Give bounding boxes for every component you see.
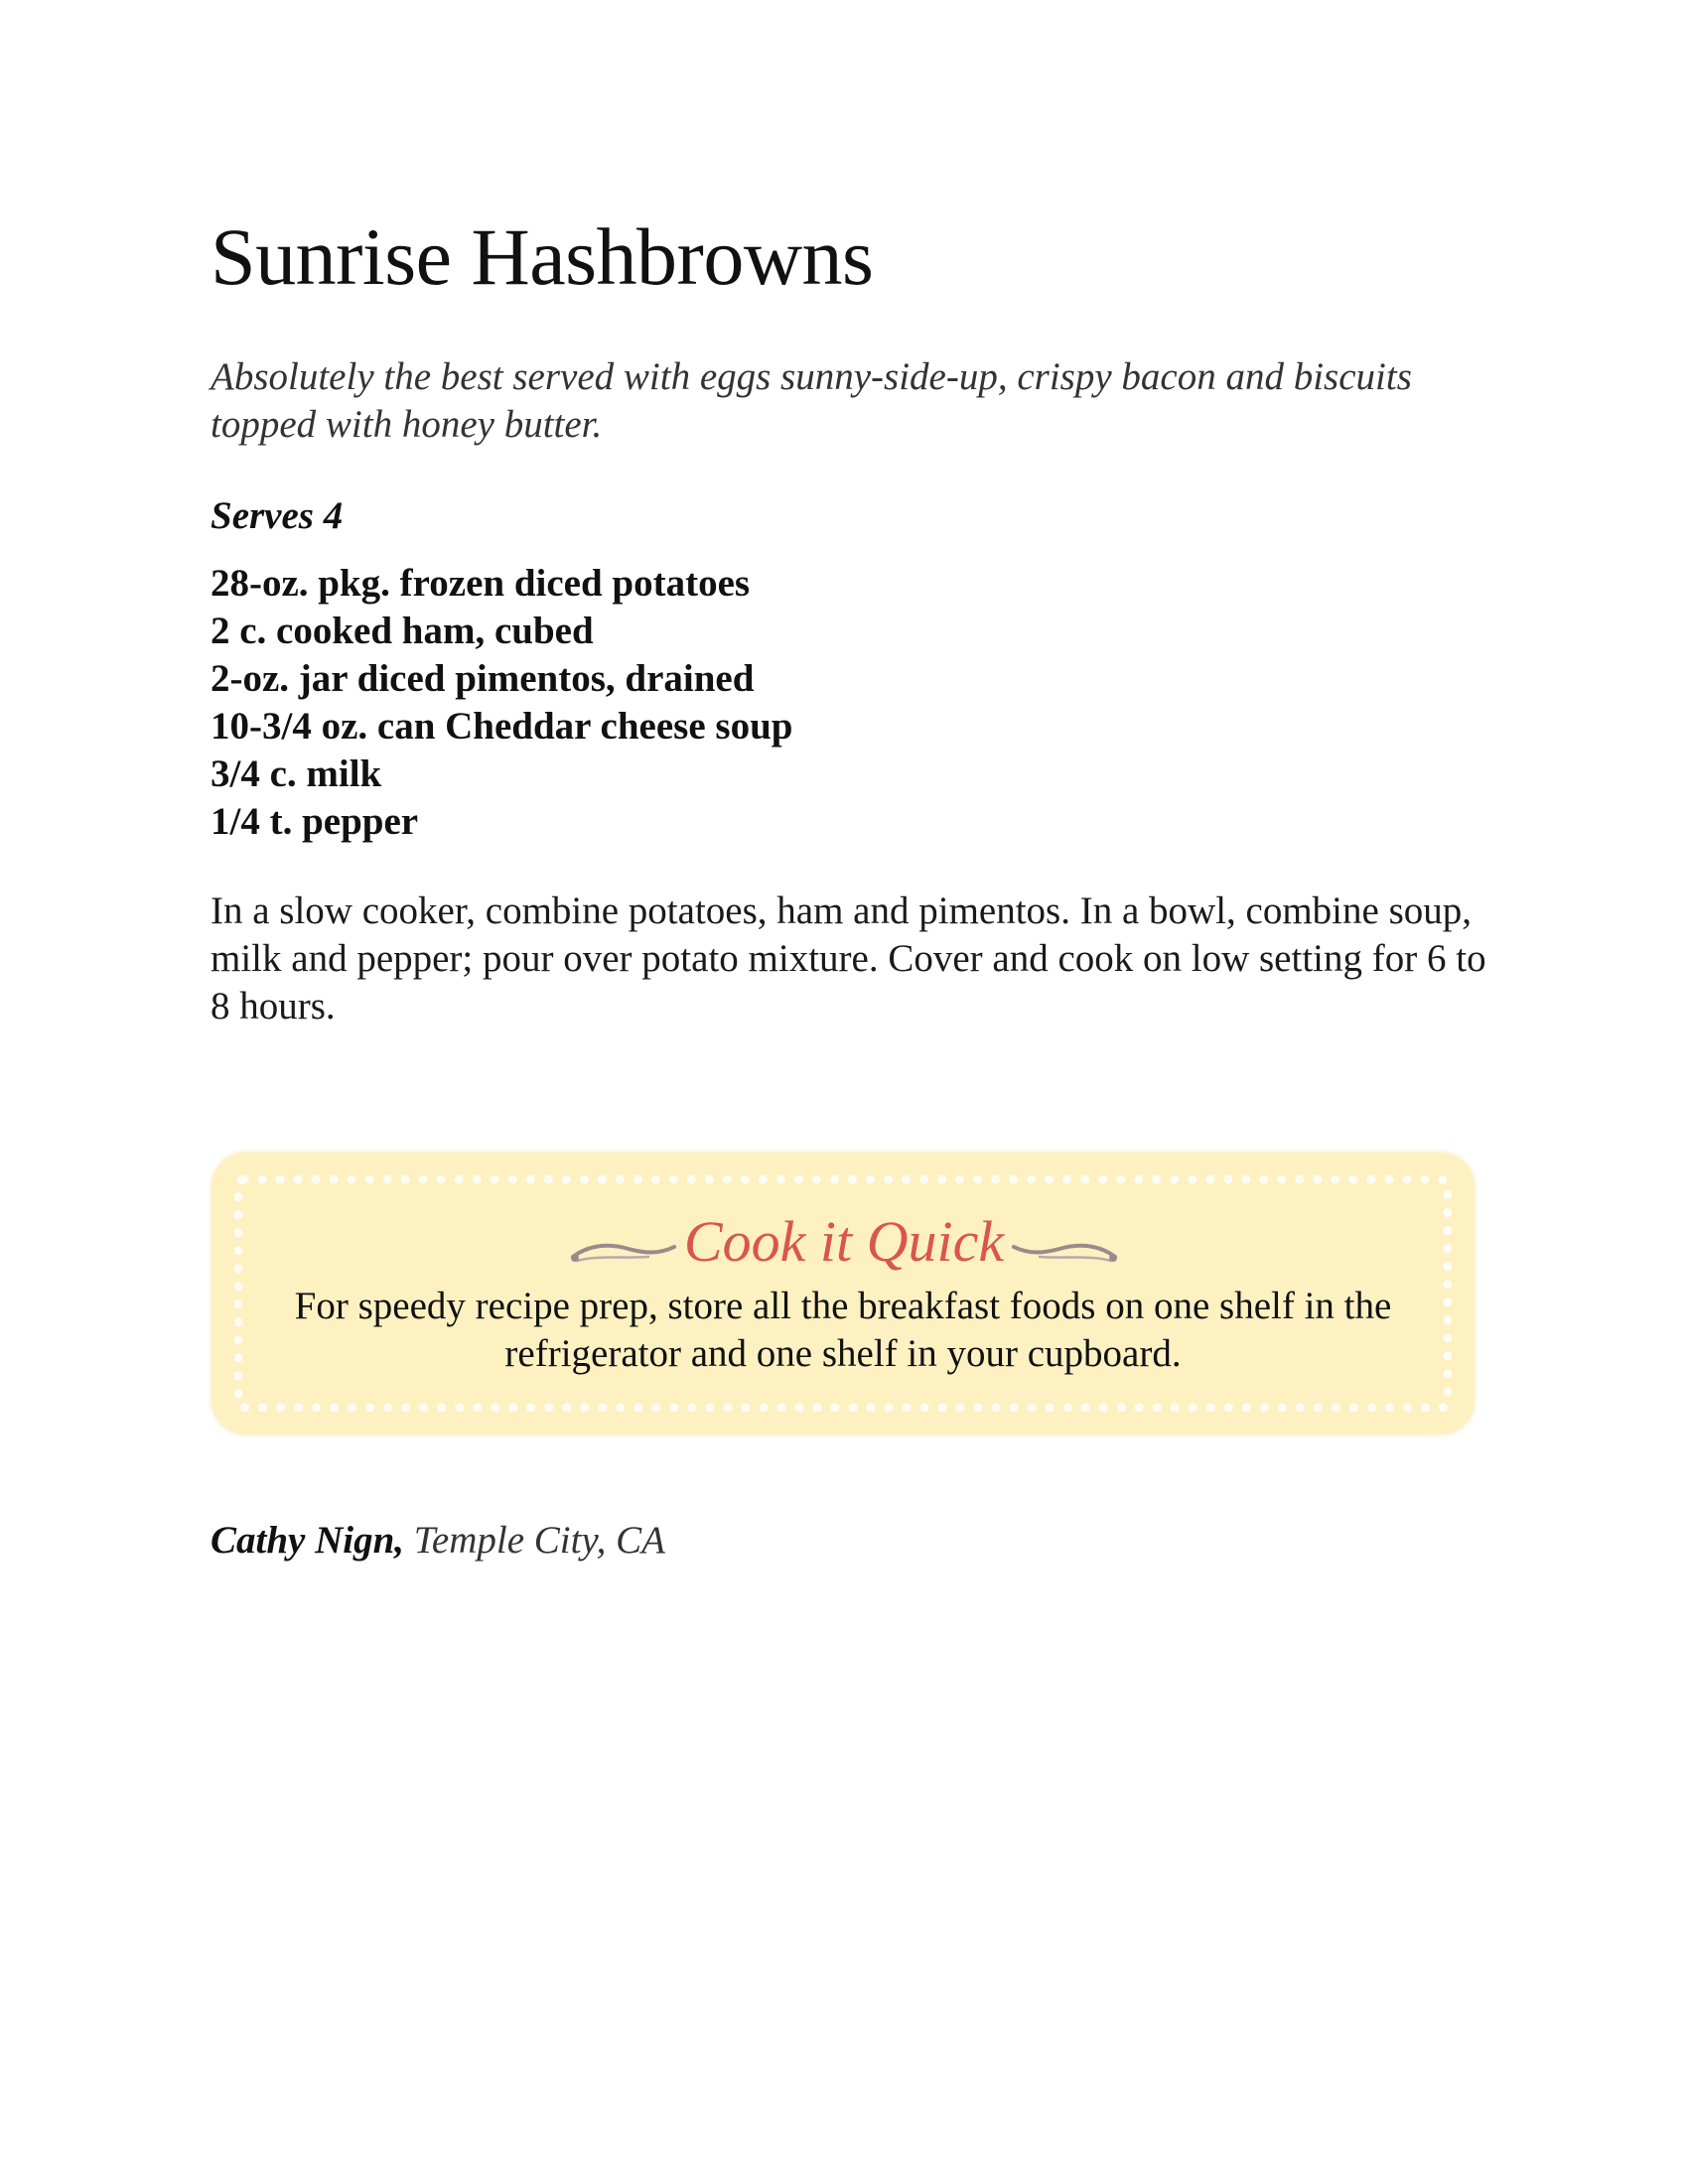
credit-name: Cathy Nign, [211,1519,405,1562]
ingredient-item: 1/4 t. pepper [211,800,419,843]
ingredient-list [211,560,792,846]
servings: Serves 4 [211,494,344,537]
right-swirl-icon [1010,1219,1119,1277]
recipe-credit [211,1517,665,1565]
ingredient-item: 10-3/4 oz. can Cheddar cheese soup [211,705,793,748]
left-swirl-icon [569,1219,678,1277]
tip-text: For speedy recipe prep, store all the breakfast foods on one shelf in the refrigerator and one shelf in your cupboard. [294,1285,1392,1375]
tip-heading-text: Cook it Quick [683,1209,1005,1274]
recipe-title: Sunrise Hashbrowns [211,211,874,302]
recipe-intro: Absolutely the best served with eggs sunny-side-up, crispy bacon and biscuits topped with honey butter. [211,355,1412,446]
credit-place: Temple City, CA [413,1519,665,1562]
ingredient-item: 3/4 c. milk [211,752,382,795]
ingredient-item: 28-oz. pkg. frozen diced potatoes [211,562,751,605]
ingredient-item: 2 c. cooked ham, cubed [211,610,594,652]
recipe-directions: In a slow cooker, combine potatoes, ham and pimentos. In a bowl, combine soup, milk and pepper; pour over potato mixture. Cover and cook on low setting for 6 to 8 hours. [211,889,1486,1027]
tip-heading [0,1209,1688,1277]
ingredient-item: 2-oz. jar diced pimentos, drained [211,657,755,700]
